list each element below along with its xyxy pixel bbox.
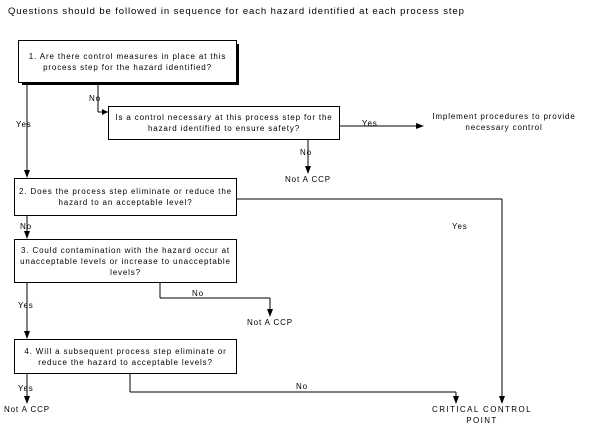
- question-1a-text: Is a control necessary at this process step for the hazard identified to ensure safety?: [115, 113, 333, 133]
- diagram-title: Questions should be followed in sequence for each hazard identified at each process step: [8, 6, 465, 17]
- edge-label-q3-yes: Yes: [18, 301, 34, 310]
- question-2-text: 2. Does the process step eliminate or reduce the hazard to an acceptable level?: [19, 187, 232, 207]
- question-3-text: 3. Could contamination with the hazard occur at unacceptable levels or increase to unacceptable levels?: [20, 245, 231, 277]
- edge-label-q1-yes: Yes: [16, 120, 32, 129]
- edge-label-q4-no: No: [296, 382, 308, 391]
- not-a-ccp-terminal-2: Not A CCP: [247, 318, 293, 327]
- critical-control-point-terminal: CRITICAL CONTROL POINT: [432, 405, 532, 425]
- edge-label-q1a-yes: Yes: [362, 119, 378, 128]
- question-3-box[interactable]: [14, 239, 237, 283]
- question-4-text: 4. Will a subsequent process step eliminate or reduce the hazard to acceptable levels?: [24, 346, 227, 367]
- edge-label-q4-yes: Yes: [18, 384, 34, 393]
- question-1-box[interactable]: [18, 40, 237, 83]
- question-1-text: 1. Are there control measures in place at this process step for the hazard identified?: [28, 51, 227, 72]
- implement-procedures-terminal: Implement procedures to provide necessary control: [432, 112, 576, 132]
- question-1a-box[interactable]: [108, 106, 340, 140]
- edge-label-q1-no: No: [89, 94, 101, 103]
- edge-label-q3-no: No: [192, 289, 204, 298]
- question-4-box[interactable]: [14, 339, 237, 374]
- not-a-ccp-terminal-3: Not A CCP: [4, 405, 50, 414]
- question-2-box[interactable]: [14, 178, 237, 216]
- edge-label-q2-yes: Yes: [452, 222, 468, 231]
- edge-label-q1a-no: No: [300, 148, 312, 157]
- not-a-ccp-terminal-1: Not A CCP: [285, 175, 331, 184]
- edge-label-q2-no: No: [20, 222, 32, 231]
